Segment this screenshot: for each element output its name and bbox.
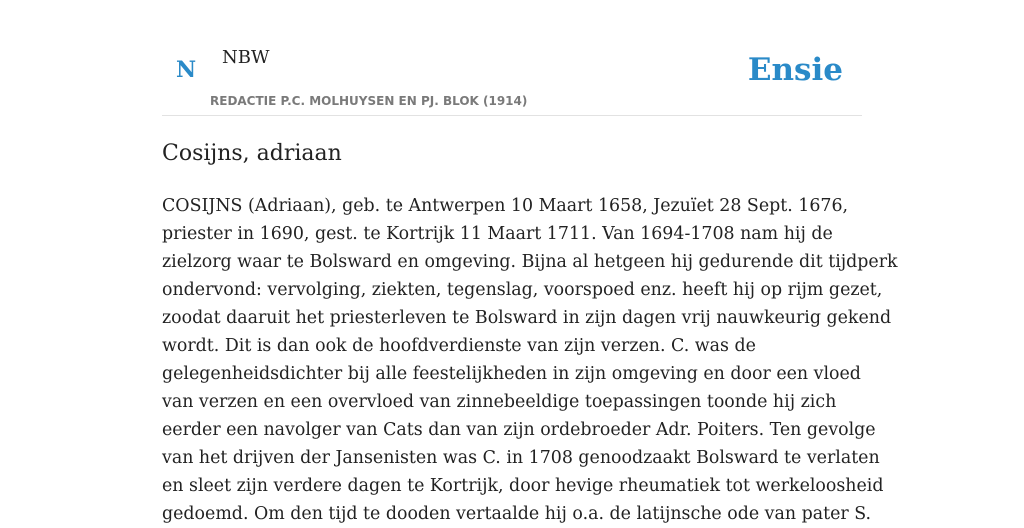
article-line: van verzen en een overvloed van zinnebeeldige toepassingen toonde hij zich <box>162 392 837 412</box>
nbw-logo-icon[interactable]: N <box>176 57 197 83</box>
article-line: COSIJNS (Adriaan), geb. te Antwerpen 10 Maart 1658, Jezuïet 28 Sept. 1676, <box>162 196 849 216</box>
source-name: NBW <box>222 47 270 68</box>
article-line: gedoemd. Om den tijd te dooden vertaalde hij o.a. de latijnsche ode van pater S. <box>162 504 872 524</box>
header-divider <box>162 115 862 116</box>
article-line: zielzorg waar te Bolsward en omgeving. Bijna al hetgeen hij gedurende dit tijdperk <box>162 252 898 272</box>
article-line: van het drijven der Jansenisten was C. in 1708 genoodzaakt Bolsward te verlaten <box>162 448 880 468</box>
article-line: en sleet zijn verdere dagen te Kortrijk, door hevige rheumatiek tot werkeloosheid <box>162 476 884 496</box>
source-subtitle: REDACTIE P.C. MOLHUYSEN EN PJ. BLOK (1914) <box>210 94 528 108</box>
article-line: wordt. Dit is dan ook de hoofdverdienste van zijn verzen. C. was de <box>162 336 756 356</box>
article-line: eerder een navolger van Cats dan van zijn ordebroeder Adr. Poiters. Ten gevolge <box>162 420 876 440</box>
article-line: ondervond: vervolging, ziekten, tegenslag, voorspoed enz. heeft hij op rijm gezet, <box>162 280 883 300</box>
article-title: Cosijns, adriaan <box>162 141 342 166</box>
ensie-logo[interactable]: Ensie <box>747 52 843 88</box>
article-line: gelegenheidsdichter bij alle feestelijkheden in zijn omgeving en door een vloed <box>162 364 861 384</box>
article-body <box>162 192 898 528</box>
article-line: zoodat daaruit het priesterleven te Bolsward in zijn dagen vrij nauwkeurig gekend <box>162 308 892 328</box>
article-line: priester in 1690, gest. te Kortrijk 11 Maart 1711. Van 1694-1708 nam hij de <box>162 224 833 244</box>
